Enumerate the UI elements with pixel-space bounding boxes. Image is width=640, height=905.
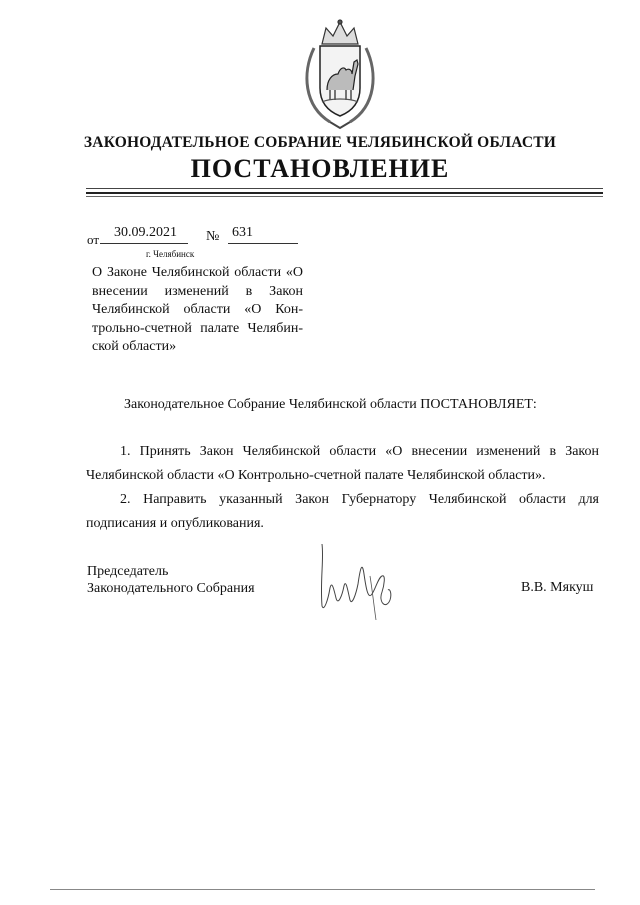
resolution-item-1: 1. Принять Закон Челябинской области «О внесении изменений в Закон Челябинской области «О Контрольно-счетной палате Челябинской области».	[86, 444, 599, 483]
document-subject: О Законе Челябинской области «О внесении изменений в Закон Челябинской области «О Кон-трольно-счетной палате Челябин-ской области»	[92, 265, 303, 354]
number-label: №	[206, 229, 220, 244]
signer-name: В.В. Мякуш	[521, 580, 594, 595]
number-value: 631	[232, 225, 253, 240]
preamble-text: Законодательное Собрание Челябинской области ПОСТАНОВЛЯЕТ:	[124, 397, 537, 412]
header-rule-bottom	[86, 196, 603, 197]
date-value: 30.09.2021	[114, 225, 177, 240]
signer-position-line1: Председатель	[87, 564, 169, 579]
organization-name: ЗАКОНОДАТЕЛЬНОЕ СОБРАНИЕ ЧЕЛЯБИНСКОЙ ОБЛАСТИ	[83, 134, 557, 151]
signer-position-line2: Законодательного Собрания	[87, 581, 255, 596]
header-rule-middle	[86, 192, 603, 194]
handwritten-signature	[312, 540, 402, 626]
date-underline	[100, 243, 188, 244]
resolution-item-2: 2. Направить указанный Закон Губернатору Челябинской области для подписания и опубликования.	[86, 492, 599, 531]
header-rule-top	[86, 188, 603, 189]
number-underline	[228, 243, 298, 244]
document-type-title: ПОСТАНОВЛЕНИЕ	[190, 154, 450, 183]
footer-rule	[50, 889, 595, 890]
signer-position	[87, 563, 255, 597]
date-label: от	[87, 232, 100, 247]
city-label: г. Челябинск	[146, 249, 195, 259]
coat-of-arms-emblem	[300, 18, 380, 130]
